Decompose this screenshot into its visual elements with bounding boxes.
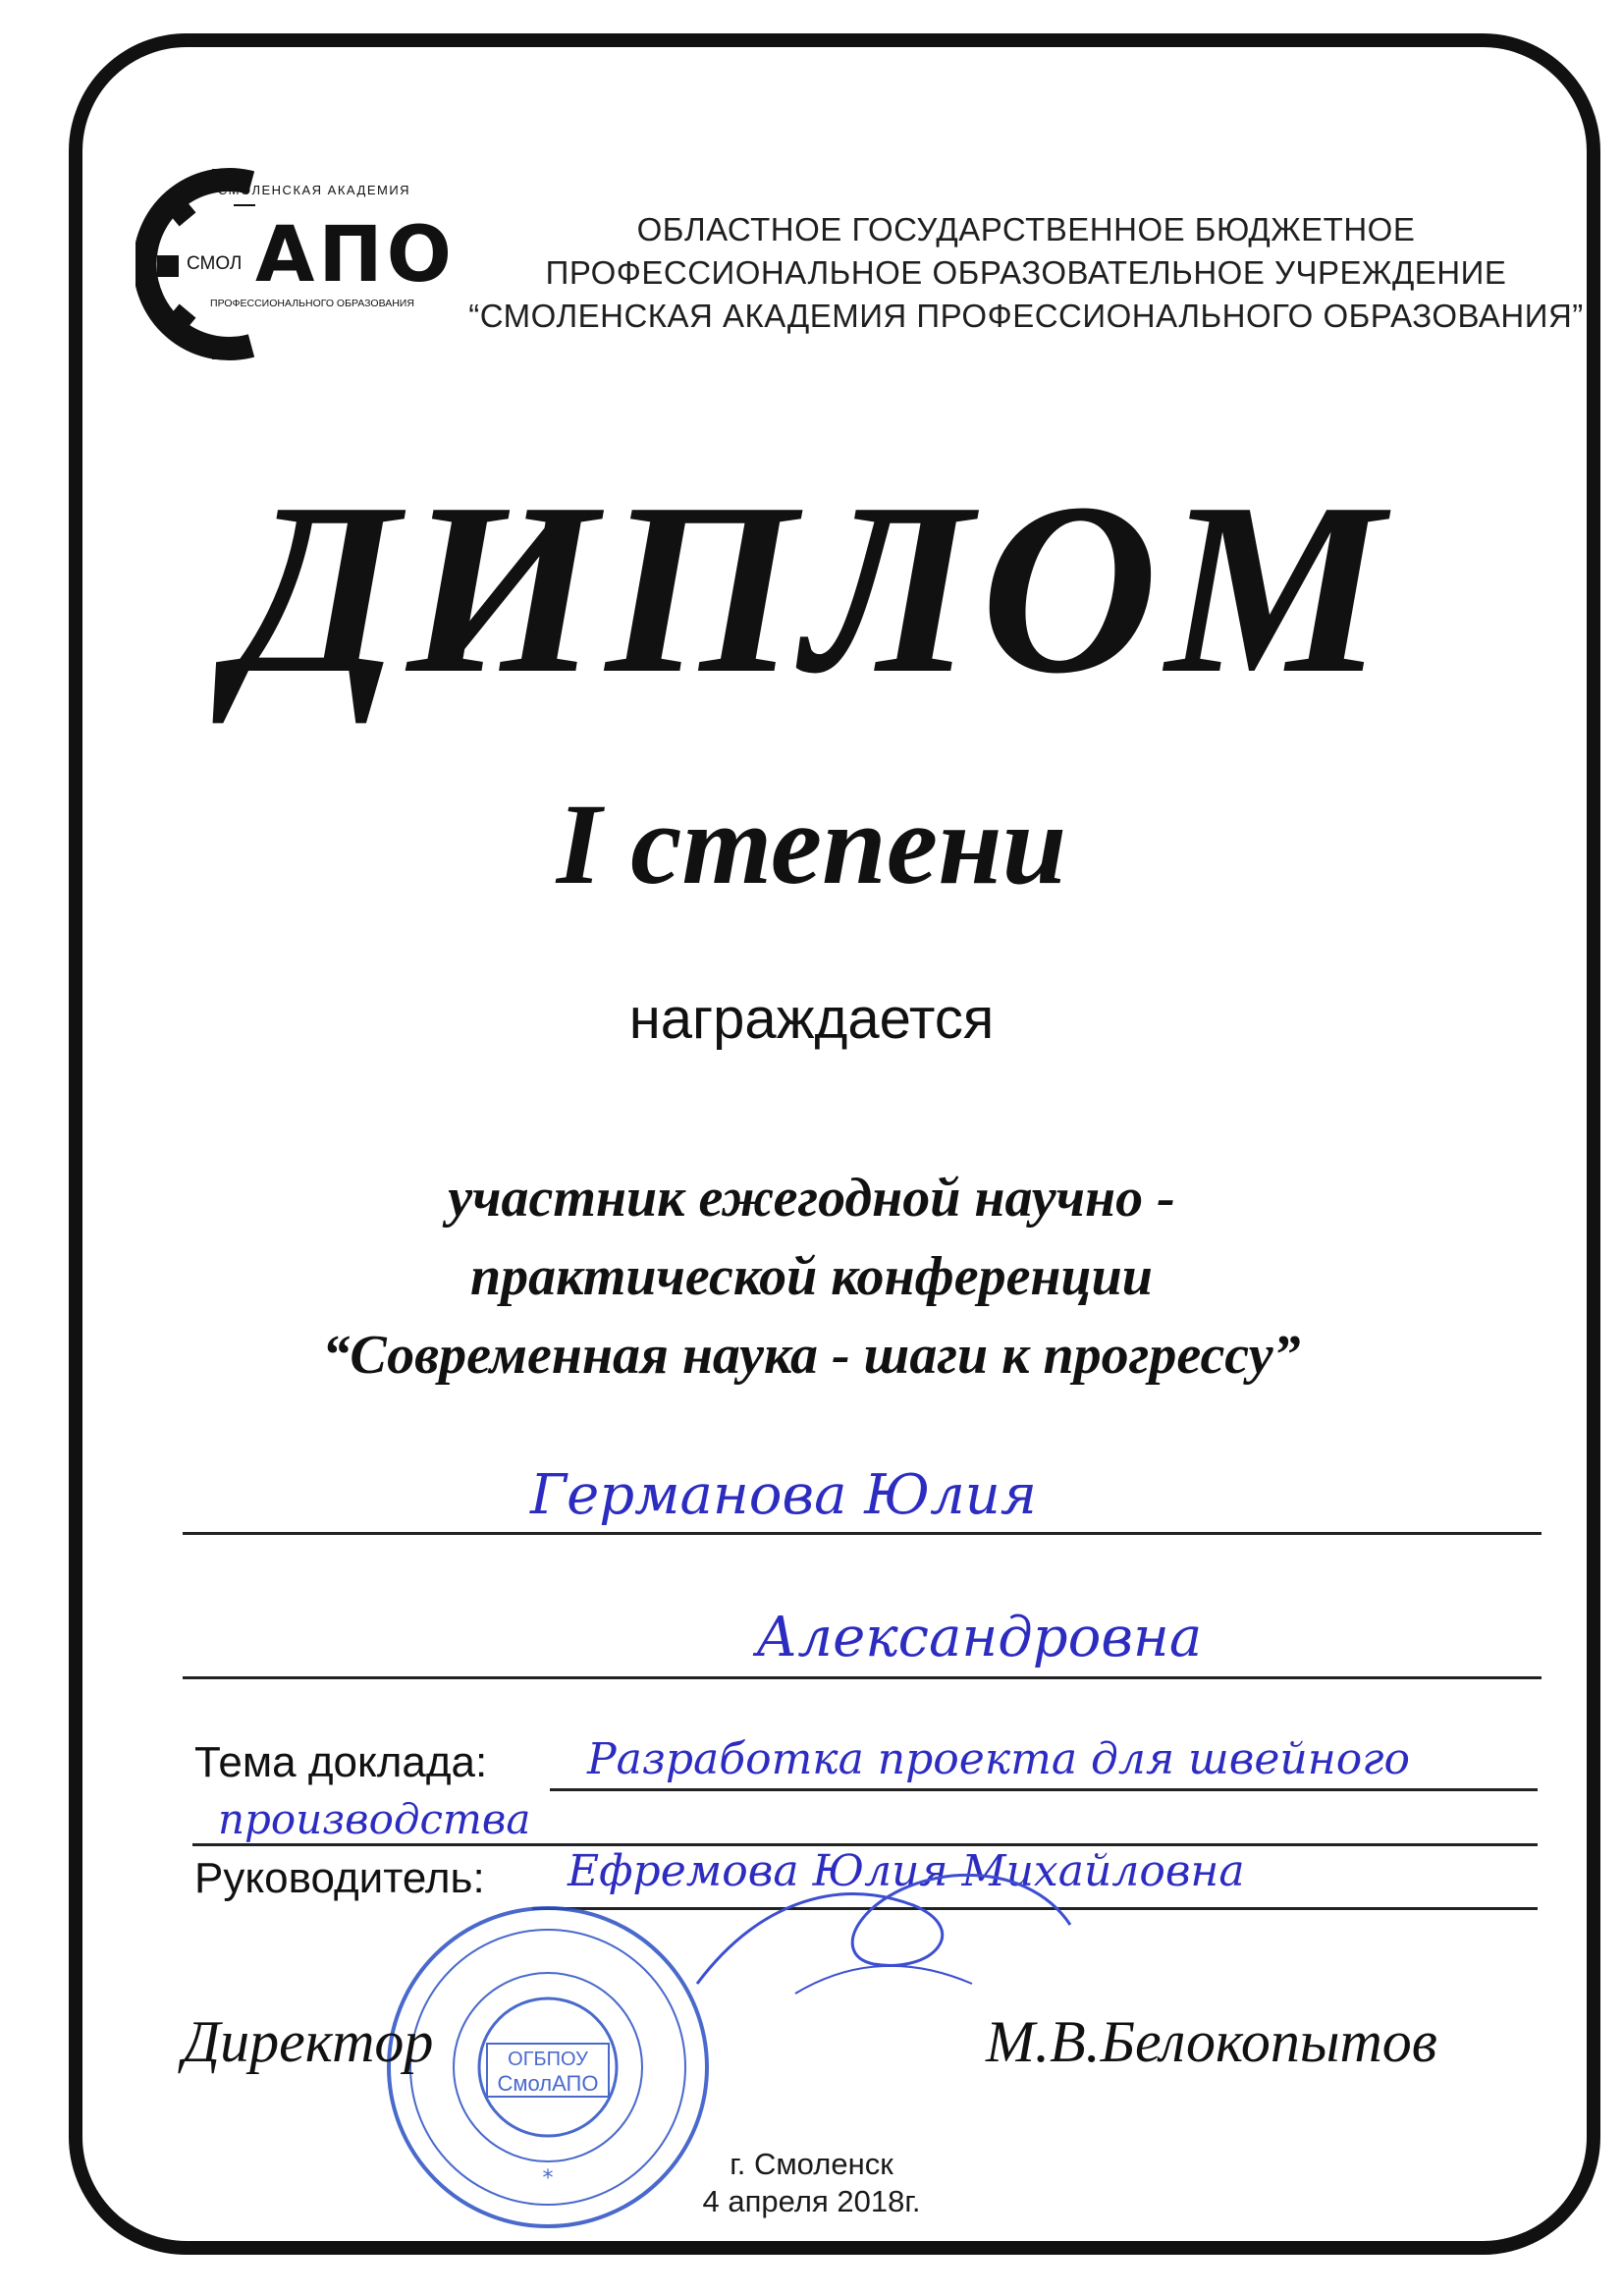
academy-logo bbox=[135, 161, 460, 367]
supervisor-name: Ефремова Юлия Михайловна bbox=[568, 1846, 1245, 1896]
director-role: Директор bbox=[183, 2009, 434, 2074]
diploma-title: ДИПЛОМ bbox=[231, 453, 1392, 725]
awarded-text: награждается bbox=[628, 987, 995, 1051]
description-line-1: участник ежегодной научно - bbox=[448, 1168, 1175, 1229]
recipient-line-1 bbox=[183, 1532, 1542, 1535]
recipient-name: Германова Юлия bbox=[530, 1463, 1037, 1527]
topic-text-line-2: производства bbox=[218, 1795, 531, 1843]
org-line-3: “СМОЛЕНСКАЯ АКАДЕМИЯ ПРОФЕССИОНАЛЬНОГО ОБРАЗОВАНИЯ” bbox=[468, 298, 1584, 334]
description-line-3: “Современная наука - шаги к прогрессу” bbox=[322, 1325, 1301, 1386]
topic-text-line-1: Разработка проекта для швейного bbox=[587, 1734, 1410, 1784]
diploma-degree: I степени bbox=[556, 780, 1067, 908]
topic-label: Тема доклада: bbox=[194, 1738, 488, 1786]
logo-abbr: АПО bbox=[255, 211, 456, 300]
org-line-2: ПРОФЕССИОНАЛЬНОЕ ОБРАЗОВАТЕЛЬНОЕ УЧРЕЖДЕНИЕ bbox=[545, 254, 1507, 291]
place-and-date bbox=[0, 2146, 1623, 2220]
stamp-star-icon: * bbox=[542, 2166, 554, 2191]
topic-line-1 bbox=[550, 1788, 1538, 1791]
logo-bottom-text: ПРОФЕССИОНАЛЬНОГО ОБРАЗОВАНИЯ bbox=[210, 298, 414, 309]
logo-city: СМОЛ bbox=[187, 253, 243, 274]
org-line-1: ОБЛАСТНОЕ ГОСУДАРСТВЕННОЕ БЮДЖЕТНОЕ bbox=[636, 211, 1416, 247]
director-name: М.В.Белокопытов bbox=[986, 2009, 1437, 2074]
director-signature-scribble bbox=[677, 1846, 1090, 2033]
recipient-patronymic: Александровна bbox=[756, 1606, 1203, 1669]
date: 4 апреля 2018г. bbox=[702, 2184, 921, 2218]
stamp-center-bottom: СмолАПО bbox=[497, 2071, 599, 2096]
city: г. Смоленск bbox=[730, 2147, 893, 2181]
logo-top-text: СМОЛЕНСКАЯ АКАДЕМИЯ bbox=[217, 183, 411, 197]
stamp-center-top: ОГБПОУ bbox=[508, 2049, 588, 2070]
award-description bbox=[0, 1159, 1623, 1394]
organization-name bbox=[461, 208, 1591, 338]
description-line-2: практической конференции bbox=[470, 1246, 1153, 1307]
supervisor-label: Руководитель: bbox=[194, 1854, 485, 1902]
recipient-line-2 bbox=[183, 1676, 1542, 1679]
